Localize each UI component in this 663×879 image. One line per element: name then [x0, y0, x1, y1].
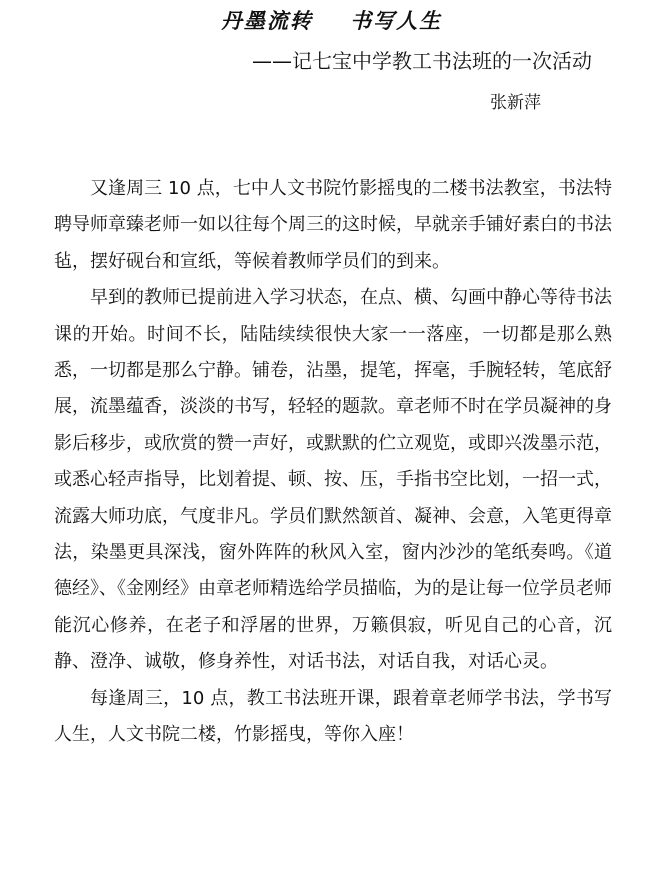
paragraph-3: 每逢周三，10 点，教工书法班开课，跟着章老师学书法，学书写人生，人文书院二楼，竹影摇曳，等你入座！ — [54, 687, 612, 746]
paragraph-2: 早到的教师已提前进入学习状态，在点、横、勾画中静心等待书法课的开始。时间不长，陆陆续续很快大家一一落座，一切都是那么熟悉，一切都是那么宁静。铺卷，沾墨，提笔，挥毫，手腕轻转，笔底舒展，流墨蕴香，淡淡的书写，轻轻的题款。章老师不时在学员凝神的身影后移步，或欣赏的赞一声好，或默默的伫立观览，或即兴泼墨示范，或悉心轻声指导，比划着提、顿、按、压，手指书空比划，一招一式，流露大师功底，气度非凡。学员们默然颔首、凝神、会意，入笔更得章法，染墨更具深浅，窗外阵阵的秋风入室，窗内沙沙的笔纸奏鸣。《道德经》、《金刚经》由章老师精选给学员描临，为的是让每一位学员老师能沉心修养，在老子和浮屠的世界，万籁俱寂，听见自己的心音，沉静、澄净、诚敬，修身养性，对话书法，对话自我，对话心灵。 — [54, 287, 612, 673]
article-author: 张新萍 — [490, 93, 541, 113]
article-body — [54, 171, 612, 754]
article-subtitle: ——记七宝中学教工书法班的一次活动 — [252, 49, 592, 73]
paragraph-1: 又逢周三 10 点，七中人文书院竹影摇曳的二楼书法教室，书法特聘导师章臻老师一如以往每个周三的这时候，早就亲手铺好素白的书法毡，摆好砚台和宣纸，等候着教师学员们的到来。 — [54, 178, 612, 272]
article-title: 丹墨流转 书写人生 — [220, 8, 443, 33]
